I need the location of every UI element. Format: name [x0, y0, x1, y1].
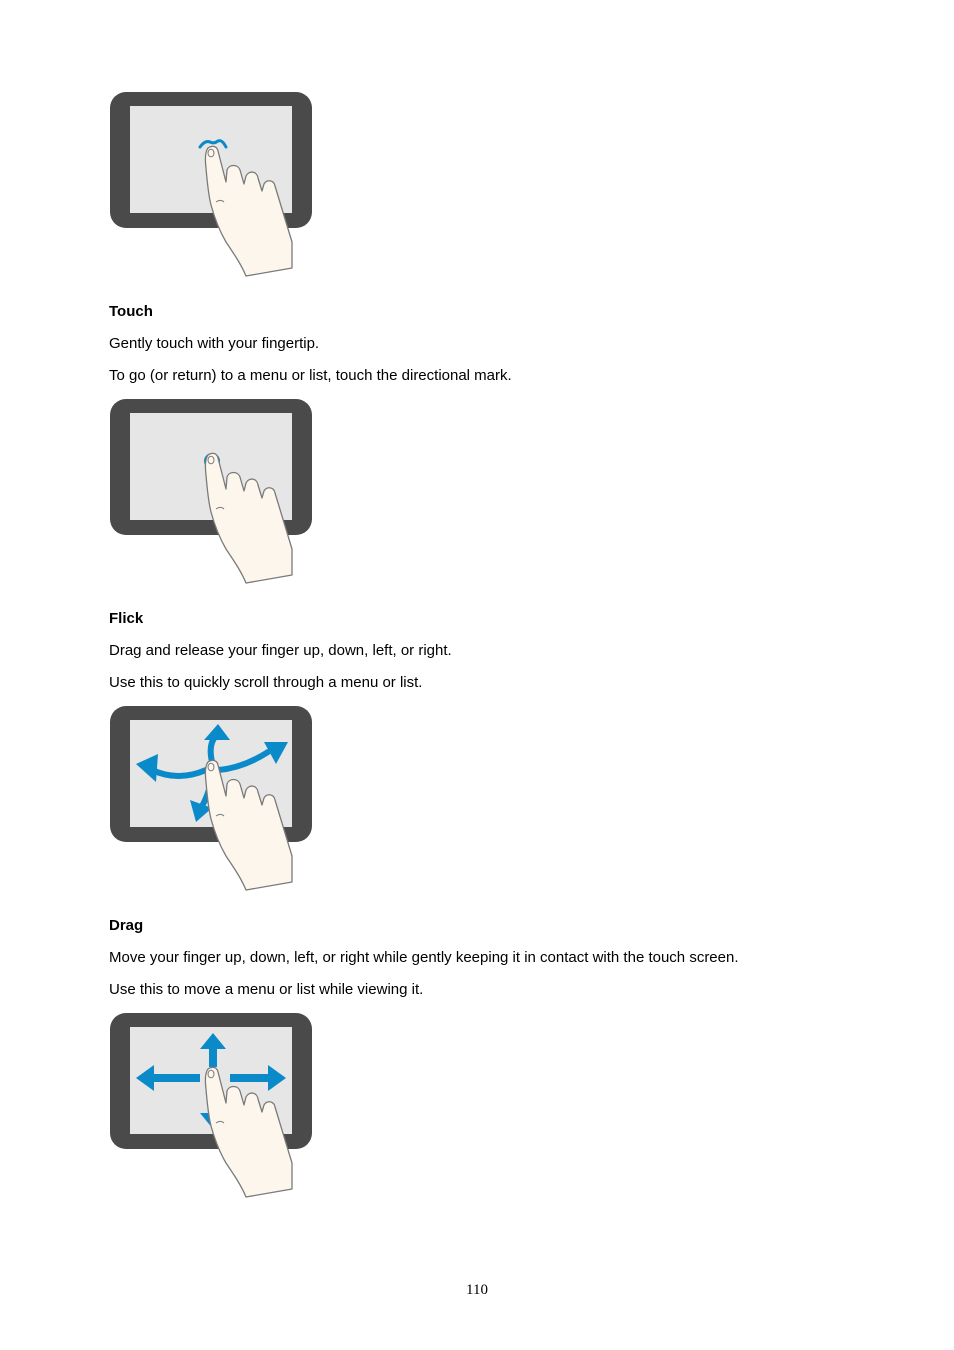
page-number: 110	[466, 1282, 488, 1298]
flick-instruction: Use this to quickly scroll through a menu or list.	[109, 674, 423, 691]
touch-instruction: To go (or return) to a menu or list, touch the directional mark.	[109, 367, 512, 384]
section-title-flick: Flick	[109, 610, 144, 627]
section-title-drag: Drag	[109, 917, 144, 934]
touch-description: Gently touch with your fingertip.	[109, 335, 320, 352]
flick-description: Drag and release your finger up, down, left, or right.	[109, 642, 452, 659]
flick-illustration	[108, 704, 314, 894]
touch-illustration	[108, 397, 314, 587]
section-title-touch: Touch	[109, 303, 153, 320]
tap-illustration	[108, 90, 314, 280]
drag-description: Move your finger up, down, left, or right while gently keeping it in contact with the touch screen.	[109, 949, 739, 966]
drag-illustration	[108, 1011, 314, 1201]
drag-instruction: Use this to move a menu or list while viewing it.	[109, 981, 424, 998]
